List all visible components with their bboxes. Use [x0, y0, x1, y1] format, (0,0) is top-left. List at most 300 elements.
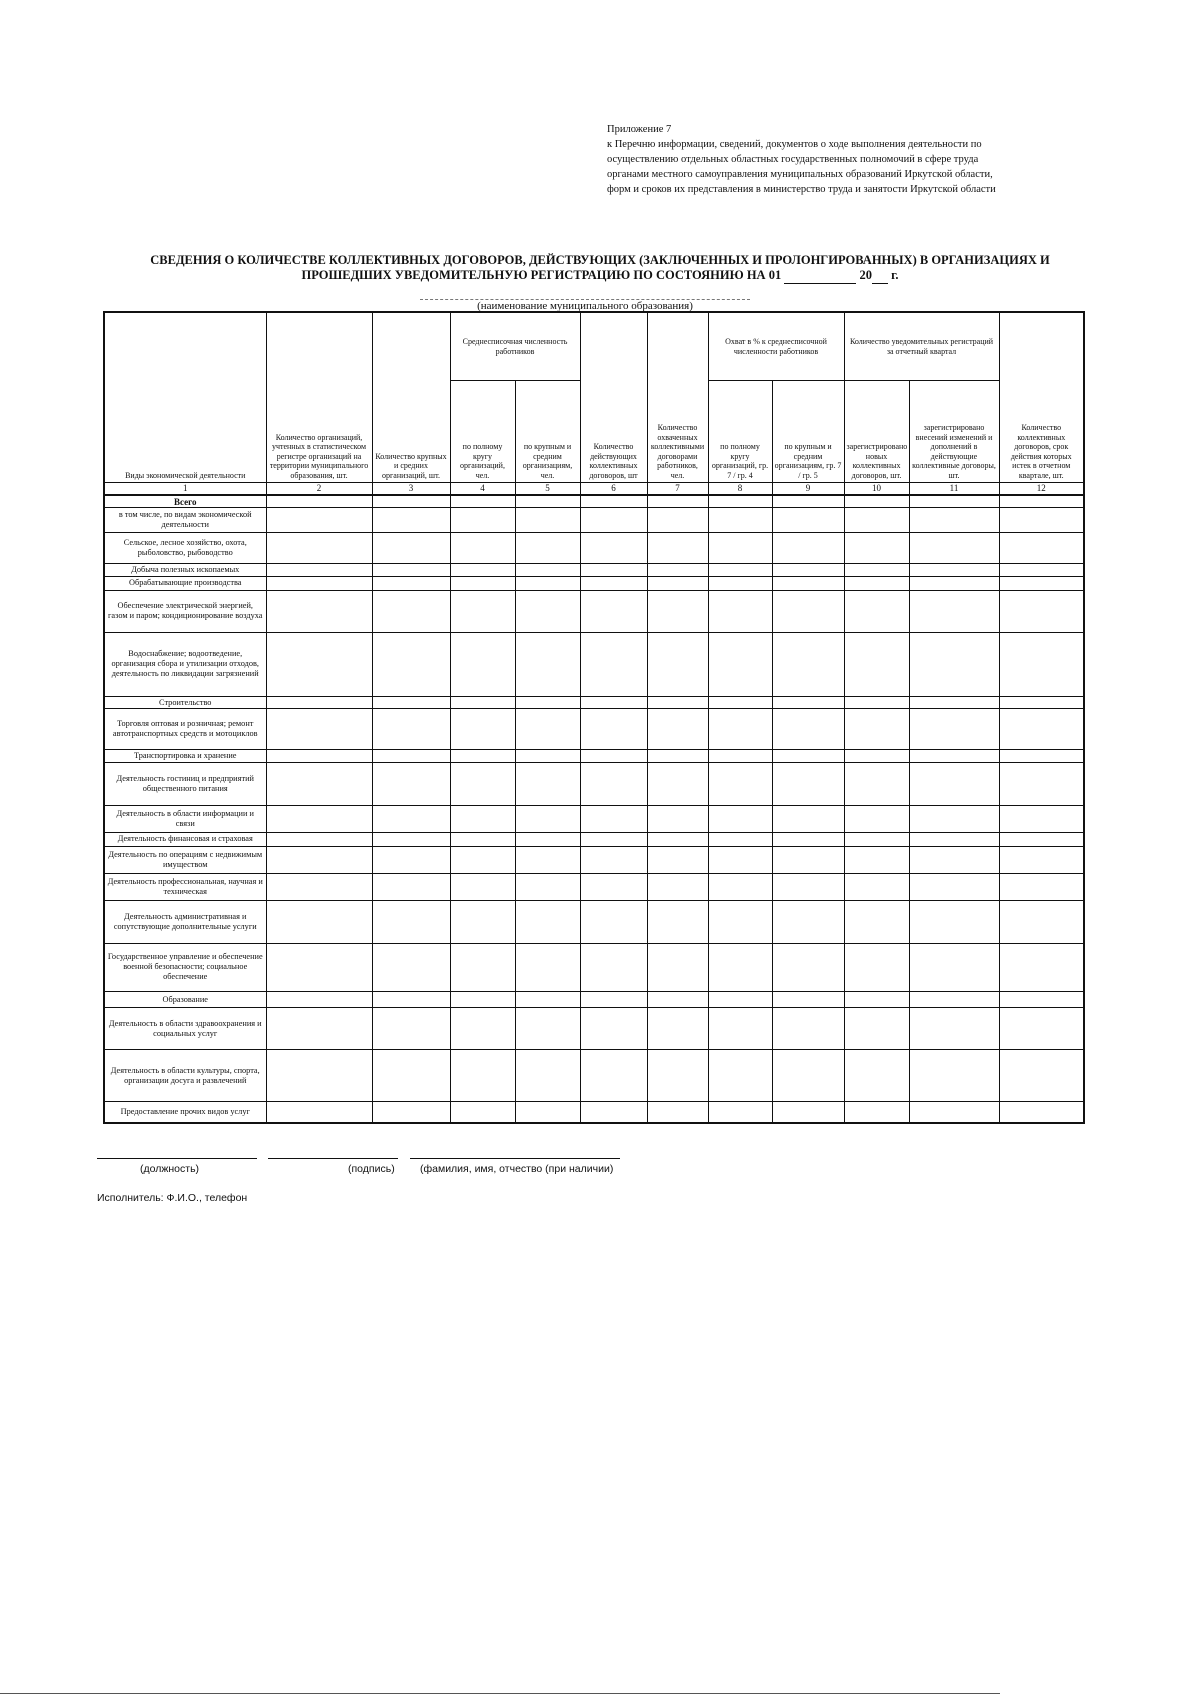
value-cell-col-6[interactable]: [580, 1102, 647, 1123]
value-cell-col-11[interactable]: [909, 1102, 999, 1123]
name-line: [410, 1158, 620, 1159]
value-cell-col-4[interactable]: [450, 709, 515, 750]
value-cell-col-2[interactable]: [266, 873, 372, 901]
value-cell-col-10[interactable]: [844, 697, 909, 709]
value-cell-col-6[interactable]: [580, 832, 647, 846]
value-cell-col-5[interactable]: [515, 532, 580, 563]
header-col-6: Количество действующих коллективных договоров, шт: [580, 312, 647, 483]
page-bottom-line: [0, 1693, 1000, 1694]
activity-label: Водоснабжение; водоотведение, организация сбора и утилизации отходов, деятельность по ликвидации загрязнений: [104, 632, 266, 696]
year-blank: [872, 268, 888, 284]
value-cell-col-12[interactable]: [999, 992, 1084, 1008]
date-blank: [784, 268, 856, 284]
value-cell-col-10[interactable]: [844, 846, 909, 873]
header-coverage-group: Охват в % к среднесписочной численности работников: [708, 312, 844, 381]
value-cell-col-3[interactable]: [372, 992, 450, 1008]
value-cell-col-8[interactable]: [708, 495, 772, 508]
activity-row: [104, 901, 1084, 943]
value-cell-col-2[interactable]: [266, 1050, 372, 1102]
value-cell-col-9[interactable]: [772, 697, 844, 709]
title-line-2-start: ПРОШЕДШИХ УВЕДОМИТЕЛЬНУЮ РЕГИСТРАЦИЮ ПО СОСТОЯНИЮ НА 01: [301, 268, 782, 282]
value-cell-col-12[interactable]: [999, 590, 1084, 632]
activity-row: [104, 508, 1084, 532]
title-line-2: [120, 268, 1080, 284]
activity-label: Обрабатывающие производства: [104, 577, 266, 590]
value-cell-col-12[interactable]: [999, 762, 1084, 805]
value-cell-col-11[interactable]: [909, 532, 999, 563]
title-year-prefix: 20: [859, 268, 872, 282]
value-cell-col-10[interactable]: [844, 832, 909, 846]
value-cell-col-4[interactable]: [450, 632, 515, 696]
value-cell-col-4[interactable]: [450, 846, 515, 873]
value-cell-col-3[interactable]: [372, 532, 450, 563]
value-cell-col-4[interactable]: [450, 590, 515, 632]
activity-row: [104, 1007, 1084, 1049]
value-cell-col-5[interactable]: [515, 832, 580, 846]
value-cell-col-4[interactable]: [450, 901, 515, 943]
value-cell-col-4[interactable]: [450, 697, 515, 709]
activity-row: [104, 873, 1084, 901]
value-cell-col-3[interactable]: [372, 697, 450, 709]
value-cell-col-10[interactable]: [844, 590, 909, 632]
value-cell-col-2[interactable]: [266, 846, 372, 873]
value-cell-col-8[interactable]: [708, 590, 772, 632]
value-cell-col-6[interactable]: [580, 508, 647, 532]
col-number: 3: [372, 483, 450, 495]
value-cell-col-11[interactable]: [909, 873, 999, 901]
value-cell-col-9[interactable]: [772, 750, 844, 762]
value-cell-col-6[interactable]: [580, 709, 647, 750]
executor-line: Исполнитель: Ф.И.О., телефон: [97, 1192, 248, 1204]
value-cell-col-7[interactable]: [647, 632, 708, 696]
value-cell-col-9[interactable]: [772, 832, 844, 846]
value-cell-col-5[interactable]: [515, 1102, 580, 1123]
header-col-3: Количество крупных и средних организаций, шт.: [372, 312, 450, 483]
col-number: 7: [647, 483, 708, 495]
value-cell-col-3[interactable]: [372, 508, 450, 532]
value-cell-col-7[interactable]: [647, 495, 708, 508]
value-cell-col-9[interactable]: [772, 495, 844, 508]
activity-row: [104, 832, 1084, 846]
value-cell-col-2[interactable]: [266, 992, 372, 1008]
activity-row: [104, 709, 1084, 750]
value-cell-col-11[interactable]: [909, 750, 999, 762]
total-label: Всего: [104, 495, 266, 508]
value-cell-col-3[interactable]: [372, 632, 450, 696]
value-cell-col-5[interactable]: [515, 577, 580, 590]
value-cell-col-4[interactable]: [450, 508, 515, 532]
value-cell-col-3[interactable]: [372, 563, 450, 576]
value-cell-col-8[interactable]: [708, 873, 772, 901]
value-cell-col-2[interactable]: [266, 832, 372, 846]
value-cell-col-8[interactable]: [708, 901, 772, 943]
header-avg-headcount-group: Среднесписочная численность работников: [450, 312, 580, 381]
value-cell-col-7[interactable]: [647, 992, 708, 1008]
value-cell-col-2[interactable]: [266, 1007, 372, 1049]
value-cell-col-4[interactable]: [450, 805, 515, 832]
header-col-10: зарегистрировано новых коллективных договоров, шт.: [844, 381, 909, 483]
header-col-12: Количество коллективных договоров, срок действия которых истек в отчетном квартале, шт.: [999, 312, 1084, 483]
value-cell-col-7[interactable]: [647, 1102, 708, 1123]
value-cell-col-9[interactable]: [772, 590, 844, 632]
col-number: 10: [844, 483, 909, 495]
value-cell-col-6[interactable]: [580, 577, 647, 590]
appendix-note: [607, 122, 1087, 197]
value-cell-col-12[interactable]: [999, 832, 1084, 846]
value-cell-col-2[interactable]: [266, 508, 372, 532]
value-cell-col-10[interactable]: [844, 709, 909, 750]
value-cell-col-6[interactable]: [580, 590, 647, 632]
value-cell-col-2[interactable]: [266, 805, 372, 832]
value-cell-col-7[interactable]: [647, 563, 708, 576]
value-cell-col-6[interactable]: [580, 901, 647, 943]
activity-label: Добыча полезных ископаемых: [104, 563, 266, 576]
value-cell-col-9[interactable]: [772, 943, 844, 992]
value-cell-col-2[interactable]: [266, 632, 372, 696]
value-cell-col-11[interactable]: [909, 805, 999, 832]
value-cell-col-12[interactable]: [999, 873, 1084, 901]
value-cell-col-9[interactable]: [772, 1007, 844, 1049]
value-cell-col-6[interactable]: [580, 495, 647, 508]
value-cell-col-7[interactable]: [647, 943, 708, 992]
header-col-9: по крупным и средним организациям, гр. 7 / гр. 5: [772, 381, 844, 483]
value-cell-col-10[interactable]: [844, 762, 909, 805]
value-cell-col-12[interactable]: [999, 532, 1084, 563]
value-cell-col-10[interactable]: [844, 532, 909, 563]
value-cell-col-12[interactable]: [999, 901, 1084, 943]
value-cell-col-9[interactable]: [772, 873, 844, 901]
value-cell-col-9[interactable]: [772, 846, 844, 873]
activity-label: Торговля оптовая и розничная; ремонт автотранспортных средств и мотоциклов: [104, 709, 266, 750]
value-cell-col-6[interactable]: [580, 697, 647, 709]
value-cell-col-7[interactable]: [647, 805, 708, 832]
value-cell-col-12[interactable]: [999, 805, 1084, 832]
value-cell-col-11[interactable]: [909, 495, 999, 508]
value-cell-col-2[interactable]: [266, 901, 372, 943]
value-cell-col-10[interactable]: [844, 563, 909, 576]
value-cell-col-11[interactable]: [909, 1050, 999, 1102]
value-cell-col-11[interactable]: [909, 832, 999, 846]
value-cell-col-4[interactable]: [450, 577, 515, 590]
value-cell-col-4[interactable]: [450, 495, 515, 508]
value-cell-col-6[interactable]: [580, 846, 647, 873]
value-cell-col-5[interactable]: [515, 632, 580, 696]
header-col-4: по полному кругу организаций, чел.: [450, 381, 515, 483]
value-cell-col-12[interactable]: [999, 563, 1084, 576]
value-cell-col-3[interactable]: [372, 590, 450, 632]
col-number: 6: [580, 483, 647, 495]
value-cell-col-7[interactable]: [647, 532, 708, 563]
value-cell-col-2[interactable]: [266, 532, 372, 563]
value-cell-col-5[interactable]: [515, 805, 580, 832]
col-number: 12: [999, 483, 1084, 495]
value-cell-col-4[interactable]: [450, 532, 515, 563]
value-cell-col-11[interactable]: [909, 577, 999, 590]
value-cell-col-6[interactable]: [580, 1050, 647, 1102]
report-table: [103, 311, 1085, 1124]
value-cell-col-9[interactable]: [772, 563, 844, 576]
value-cell-col-11[interactable]: [909, 563, 999, 576]
value-cell-col-11[interactable]: [909, 943, 999, 992]
value-cell-col-11[interactable]: [909, 697, 999, 709]
header-col-5: по крупным и средним организациям, чел.: [515, 381, 580, 483]
value-cell-col-5[interactable]: [515, 873, 580, 901]
value-cell-col-10[interactable]: [844, 992, 909, 1008]
value-cell-col-10[interactable]: [844, 1102, 909, 1123]
activity-label: Образование: [104, 992, 266, 1008]
col-number: 11: [909, 483, 999, 495]
value-cell-col-12[interactable]: [999, 846, 1084, 873]
value-cell-col-3[interactable]: [372, 762, 450, 805]
value-cell-col-3[interactable]: [372, 750, 450, 762]
value-cell-col-6[interactable]: [580, 632, 647, 696]
header-col-2: Количество организаций, учтенных в статистическом регистре организаций на территории муниципального образования, шт.: [266, 312, 372, 483]
value-cell-col-3[interactable]: [372, 805, 450, 832]
value-cell-col-6[interactable]: [580, 750, 647, 762]
value-cell-col-11[interactable]: [909, 762, 999, 805]
header-col-11: зарегистрировано внесений изменений и дополнений в действующие коллективные договоры, шт.: [909, 381, 999, 483]
value-cell-col-10[interactable]: [844, 750, 909, 762]
value-cell-col-8[interactable]: [708, 805, 772, 832]
value-cell-col-10[interactable]: [844, 901, 909, 943]
value-cell-col-8[interactable]: [708, 577, 772, 590]
value-cell-col-10[interactable]: [844, 495, 909, 508]
activity-label: Государственное управление и обеспечение военной безопасности; социальное обеспечение: [104, 943, 266, 992]
activity-row: [104, 1050, 1084, 1102]
activity-label: Деятельность профессиональная, научная и техническая: [104, 873, 266, 901]
activity-label: Деятельность гостиниц и предприятий общественного питания: [104, 762, 266, 805]
value-cell-col-5[interactable]: [515, 697, 580, 709]
value-cell-col-2[interactable]: [266, 590, 372, 632]
appendix-line: органами местного самоуправления муниципальных образований Иркутской области,: [607, 169, 993, 180]
value-cell-col-10[interactable]: [844, 632, 909, 696]
value-cell-col-5[interactable]: [515, 762, 580, 805]
value-cell-col-10[interactable]: [844, 1007, 909, 1049]
value-cell-col-7[interactable]: [647, 508, 708, 532]
value-cell-col-11[interactable]: [909, 709, 999, 750]
activity-row: [104, 697, 1084, 709]
value-cell-col-5[interactable]: [515, 1050, 580, 1102]
activity-label: Деятельность в области здравоохранения и социальных услуг: [104, 1007, 266, 1049]
value-cell-col-4[interactable]: [450, 1102, 515, 1123]
value-cell-col-8[interactable]: [708, 846, 772, 873]
header-registrations-group: Количество уведомительных регистраций за отчетный квартал: [844, 312, 999, 381]
value-cell-col-9[interactable]: [772, 709, 844, 750]
value-cell-col-9[interactable]: [772, 577, 844, 590]
appendix-line: форм и сроков их представления в министерство труда и занятости Иркутской области: [607, 184, 996, 195]
value-cell-col-10[interactable]: [844, 873, 909, 901]
value-cell-col-6[interactable]: [580, 873, 647, 901]
value-cell-col-10[interactable]: [844, 943, 909, 992]
value-cell-col-10[interactable]: [844, 577, 909, 590]
value-cell-col-2[interactable]: [266, 750, 372, 762]
value-cell-col-9[interactable]: [772, 992, 844, 1008]
value-cell-col-6[interactable]: [580, 762, 647, 805]
value-cell-col-7[interactable]: [647, 762, 708, 805]
value-cell-col-8[interactable]: [708, 750, 772, 762]
value-cell-col-2[interactable]: [266, 709, 372, 750]
value-cell-col-4[interactable]: [450, 832, 515, 846]
value-cell-col-2[interactable]: [266, 762, 372, 805]
value-cell-col-8[interactable]: [708, 992, 772, 1008]
activity-label: Деятельность по операциям с недвижимым имуществом: [104, 846, 266, 873]
value-cell-col-12[interactable]: [999, 1007, 1084, 1049]
signature-label: (подпись): [348, 1163, 395, 1175]
value-cell-col-7[interactable]: [647, 873, 708, 901]
value-cell-col-7[interactable]: [647, 846, 708, 873]
value-cell-col-12[interactable]: [999, 750, 1084, 762]
title-year-suffix: г.: [891, 268, 899, 282]
full-name-label: (фамилия, имя, отчество (при наличии): [420, 1163, 614, 1175]
value-cell-col-8[interactable]: [708, 632, 772, 696]
value-cell-col-9[interactable]: [772, 762, 844, 805]
value-cell-col-2[interactable]: [266, 577, 372, 590]
value-cell-col-12[interactable]: [999, 1050, 1084, 1102]
value-cell-col-12[interactable]: [999, 508, 1084, 532]
value-cell-col-12[interactable]: [999, 495, 1084, 508]
value-cell-col-3[interactable]: [372, 495, 450, 508]
value-cell-col-9[interactable]: [772, 1102, 844, 1123]
value-cell-col-4[interactable]: [450, 873, 515, 901]
value-cell-col-6[interactable]: [580, 532, 647, 563]
value-cell-col-11[interactable]: [909, 846, 999, 873]
value-cell-col-3[interactable]: [372, 846, 450, 873]
value-cell-col-4[interactable]: [450, 943, 515, 992]
value-cell-col-7[interactable]: [647, 577, 708, 590]
value-cell-col-5[interactable]: [515, 709, 580, 750]
value-cell-col-3[interactable]: [372, 709, 450, 750]
value-cell-col-5[interactable]: [515, 1007, 580, 1049]
value-cell-col-2[interactable]: [266, 563, 372, 576]
value-cell-col-8[interactable]: [708, 697, 772, 709]
value-cell-col-7[interactable]: [647, 832, 708, 846]
value-cell-col-8[interactable]: [708, 1050, 772, 1102]
value-cell-col-5[interactable]: [515, 508, 580, 532]
value-cell-col-4[interactable]: [450, 1050, 515, 1102]
value-cell-col-4[interactable]: [450, 563, 515, 576]
value-cell-col-7[interactable]: [647, 1007, 708, 1049]
value-cell-col-3[interactable]: [372, 1007, 450, 1049]
value-cell-col-8[interactable]: [708, 508, 772, 532]
value-cell-col-7[interactable]: [647, 590, 708, 632]
activity-label: Деятельность в области информации и связи: [104, 805, 266, 832]
value-cell-col-11[interactable]: [909, 508, 999, 532]
value-cell-col-5[interactable]: [515, 992, 580, 1008]
value-cell-col-8[interactable]: [708, 1102, 772, 1123]
value-cell-col-5[interactable]: [515, 563, 580, 576]
value-cell-col-8[interactable]: [708, 943, 772, 992]
value-cell-col-3[interactable]: [372, 1050, 450, 1102]
value-cell-col-10[interactable]: [844, 1050, 909, 1102]
value-cell-col-6[interactable]: [580, 943, 647, 992]
value-cell-col-11[interactable]: [909, 992, 999, 1008]
value-cell-col-12[interactable]: [999, 632, 1084, 696]
value-cell-col-5[interactable]: [515, 901, 580, 943]
activity-row: [104, 992, 1084, 1008]
header-col-8: по полному кругу организаций, гр. 7 / гр. 4: [708, 381, 772, 483]
value-cell-col-3[interactable]: [372, 1102, 450, 1123]
position-line: [97, 1158, 257, 1159]
value-cell-col-12[interactable]: [999, 697, 1084, 709]
value-cell-col-2[interactable]: [266, 1102, 372, 1123]
value-cell-col-2[interactable]: [266, 697, 372, 709]
value-cell-col-3[interactable]: [372, 943, 450, 992]
position-label: (должность): [140, 1163, 200, 1175]
value-cell-col-11[interactable]: [909, 1007, 999, 1049]
activity-label: Сельское, лесное хозяйство, охота, рыболовство, рыбоводство: [104, 532, 266, 563]
value-cell-col-8[interactable]: [708, 532, 772, 563]
activity-label: Деятельность административная и сопутствующие дополнительные услуги: [104, 901, 266, 943]
value-cell-col-8[interactable]: [708, 709, 772, 750]
value-cell-col-5[interactable]: [515, 943, 580, 992]
signature-line: [268, 1158, 398, 1159]
value-cell-col-2[interactable]: [266, 943, 372, 992]
activity-row: [104, 762, 1084, 805]
value-cell-col-12[interactable]: [999, 943, 1084, 992]
value-cell-col-4[interactable]: [450, 750, 515, 762]
value-cell-col-4[interactable]: [450, 762, 515, 805]
value-cell-col-3[interactable]: [372, 873, 450, 901]
value-cell-col-3[interactable]: [372, 901, 450, 943]
value-cell-col-6[interactable]: [580, 563, 647, 576]
value-cell-col-2[interactable]: [266, 495, 372, 508]
value-cell-col-11[interactable]: [909, 632, 999, 696]
activity-row: [104, 590, 1084, 632]
value-cell-col-6[interactable]: [580, 805, 647, 832]
value-cell-col-11[interactable]: [909, 590, 999, 632]
value-cell-col-9[interactable]: [772, 532, 844, 563]
value-cell-col-8[interactable]: [708, 563, 772, 576]
value-cell-col-6[interactable]: [580, 992, 647, 1008]
value-cell-col-5[interactable]: [515, 495, 580, 508]
value-cell-col-9[interactable]: [772, 508, 844, 532]
activity-label: Обеспечение электрической энергией, газом и паром; кондиционирование воздуха: [104, 590, 266, 632]
value-cell-col-9[interactable]: [772, 632, 844, 696]
value-cell-col-9[interactable]: [772, 805, 844, 832]
value-cell-col-4[interactable]: [450, 1007, 515, 1049]
municipality-label: (наименование муниципального образования): [477, 300, 693, 312]
value-cell-col-7[interactable]: [647, 901, 708, 943]
value-cell-col-12[interactable]: [999, 709, 1084, 750]
value-cell-col-10[interactable]: [844, 508, 909, 532]
value-cell-col-7[interactable]: [647, 709, 708, 750]
value-cell-col-7[interactable]: [647, 750, 708, 762]
value-cell-col-7[interactable]: [647, 1050, 708, 1102]
value-cell-col-10[interactable]: [844, 805, 909, 832]
value-cell-col-12[interactable]: [999, 577, 1084, 590]
value-cell-col-12[interactable]: [999, 1102, 1084, 1123]
activity-row: [104, 532, 1084, 563]
value-cell-col-9[interactable]: [772, 901, 844, 943]
value-cell-col-5[interactable]: [515, 846, 580, 873]
col-number: 9: [772, 483, 844, 495]
appendix-line: осуществлению отдельных областных государственных полномочий в сфере труда: [607, 154, 979, 165]
value-cell-col-5[interactable]: [515, 750, 580, 762]
value-cell-col-7[interactable]: [647, 697, 708, 709]
value-cell-col-6[interactable]: [580, 1007, 647, 1049]
value-cell-col-11[interactable]: [909, 901, 999, 943]
value-cell-col-9[interactable]: [772, 1050, 844, 1102]
value-cell-col-8[interactable]: [708, 762, 772, 805]
activity-label: Деятельность финансовая и страховая: [104, 832, 266, 846]
col-number: 4: [450, 483, 515, 495]
value-cell-col-5[interactable]: [515, 590, 580, 632]
value-cell-col-4[interactable]: [450, 992, 515, 1008]
value-cell-col-8[interactable]: [708, 832, 772, 846]
value-cell-col-3[interactable]: [372, 577, 450, 590]
value-cell-col-8[interactable]: [708, 1007, 772, 1049]
value-cell-col-3[interactable]: [372, 832, 450, 846]
